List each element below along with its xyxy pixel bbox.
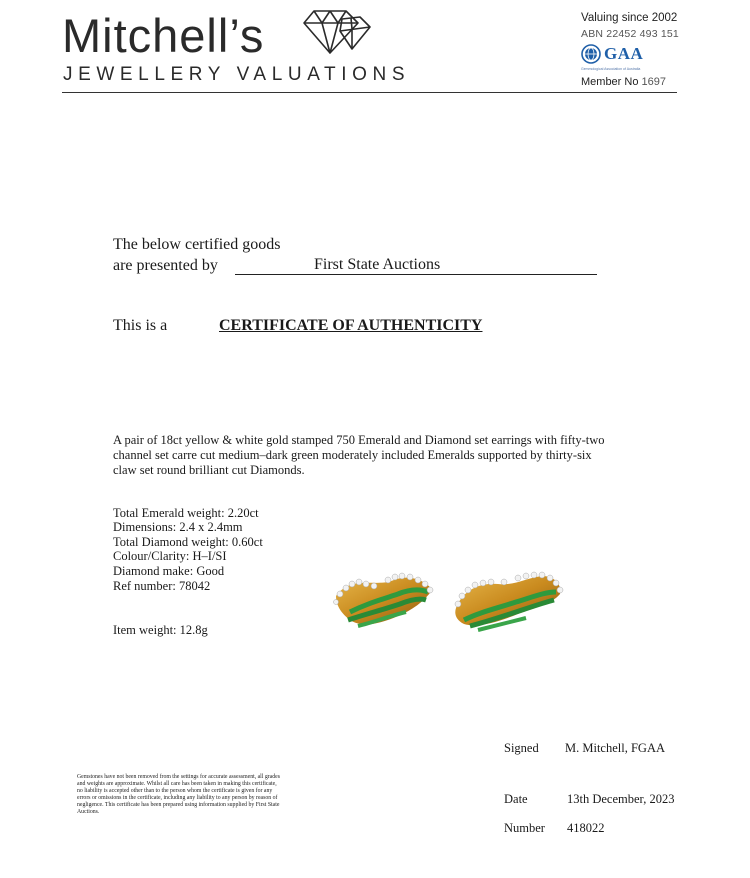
spec-colour-clarity: Colour/Clarity: H–I/SI — [113, 549, 227, 563]
spec-emerald-weight: Total Emerald weight: 2.20ct — [113, 506, 259, 520]
number-value: 418022 — [567, 821, 605, 835]
spec-ref-number: Ref number: 78042 — [113, 579, 211, 593]
emerald-diamond-earrings-photo — [328, 568, 568, 638]
certificate-title: CERTIFICATE OF AUTHENTICITY — [219, 317, 483, 334]
signed-value: M. Mitchell, FGAA — [565, 741, 665, 755]
item-weight: Item weight: 12.8g — [113, 623, 208, 637]
member-value: 1697 — [641, 76, 667, 88]
brand-subtitle: JEWELLERY VALUATIONS — [63, 64, 411, 85]
earring-right — [455, 572, 563, 630]
number-label: Number — [504, 821, 545, 835]
signed-label: Signed — [504, 741, 539, 755]
intro-line-2: are presented by — [113, 257, 218, 274]
spec-diamond-make: Diamond make: Good — [113, 564, 225, 578]
date-label: Date — [504, 792, 528, 806]
item-description: A pair of 18ct yellow & white gold stamped 750 Emerald and Diamond set earrings with fifty-two channel set carre cut medium–dark green moderately included Emeralds supported by thirty-six claw set round brilliant cut Diamonds. — [113, 433, 605, 477]
diamond-outline-icon — [302, 5, 372, 57]
valuing-since: Valuing since 2002 — [581, 12, 678, 24]
date-value: 13th December, 2023 — [567, 792, 675, 806]
globe-seal-icon — [581, 44, 601, 64]
abn-number: ABN 22452 493 151 — [581, 28, 679, 40]
intro-line-1: The below certified goods — [113, 236, 281, 253]
gaa-logo-text: GAA — [604, 44, 644, 63]
presenter-name: First State Auctions — [314, 256, 441, 273]
brand-name: Mitchell’s — [62, 9, 265, 62]
spec-dimensions: Dimensions: 2.4 x 2.4mm — [113, 520, 243, 534]
member-number — [581, 76, 666, 88]
member-label: Member No — [581, 76, 639, 88]
certificate-prefix: This is a — [113, 317, 168, 334]
header-divider — [62, 92, 677, 93]
disclaimer-text: Gemstones have not been removed from the settings for accurate assessment, all grades and weights are approximate. Whilst all care has been taken in making this certificate, no liability is accepted other than to the person whom the certificate is given for any errors or omissions in the certificate, including any liability to any person by reason of negligence. This certificate has been prepared using information supplied by First State Auctions. — [77, 774, 280, 816]
spec-diamond-weight: Total Diamond weight: 0.60ct — [113, 535, 263, 549]
gaa-tagline: Gemmological Association of Australia — [581, 67, 641, 71]
earring-left — [334, 573, 434, 626]
